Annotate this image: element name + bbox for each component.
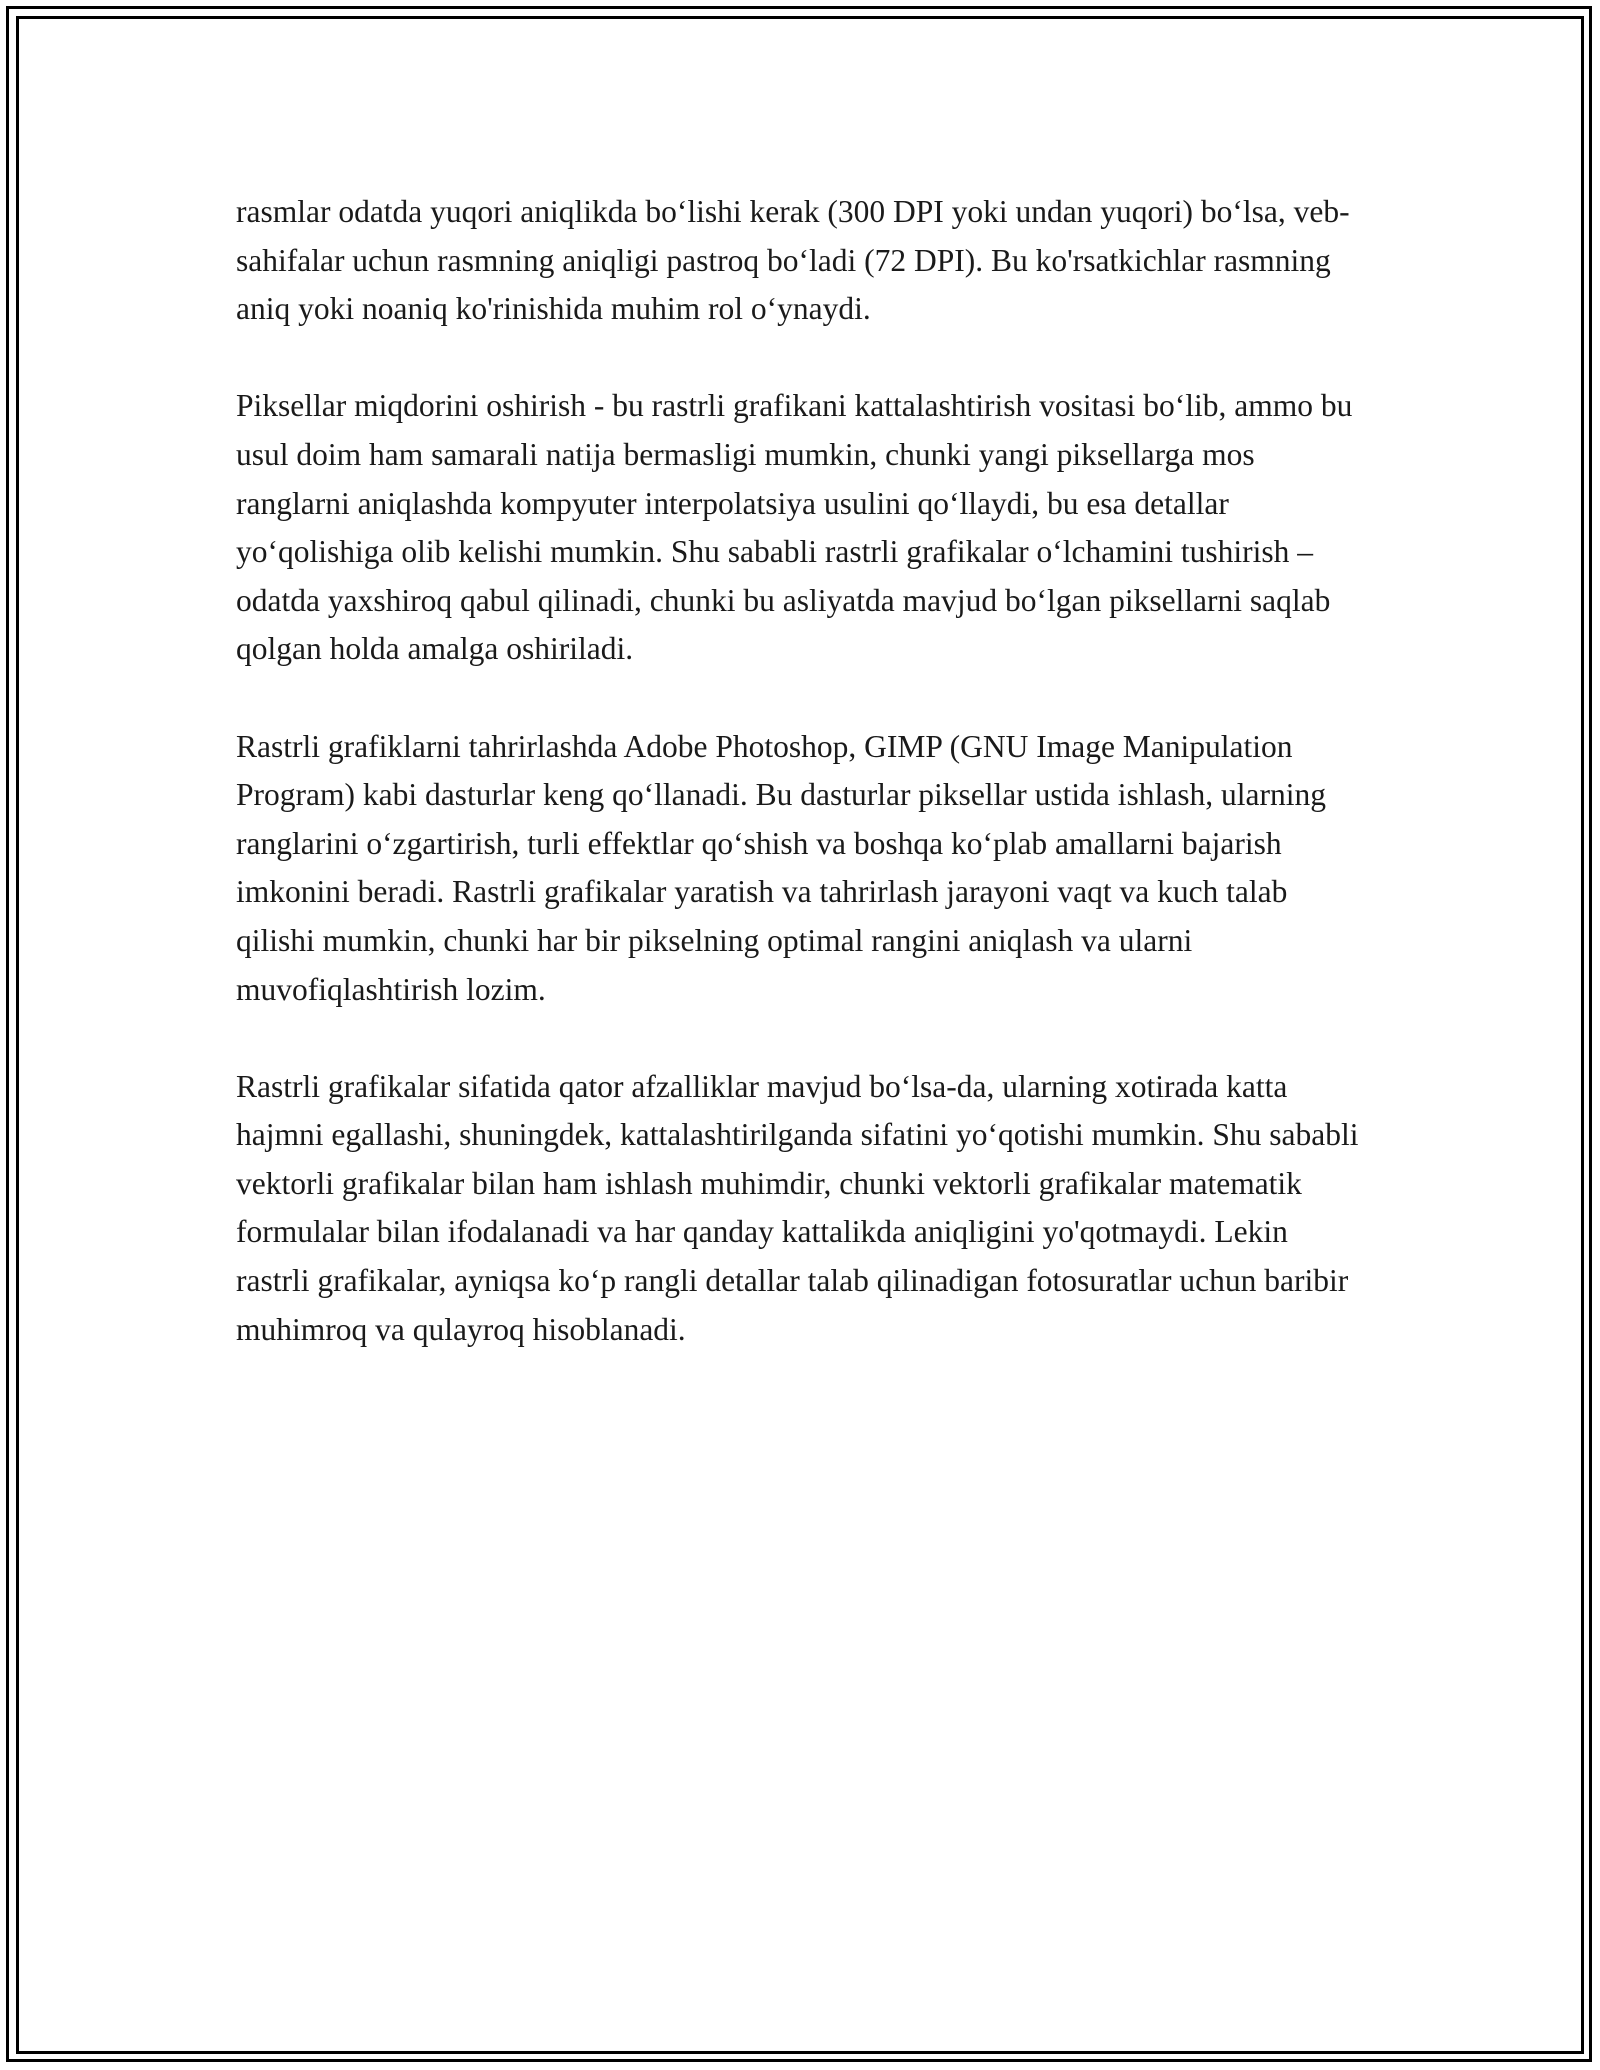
document-body: [236, 188, 1366, 1354]
paragraph-resolution: rasmlar odatda yuqori aniqlikda bo‘lishi kerak (300 DPI yoki undan yuqori) bo‘lsa, veb-sahifalar uchun rasmning aniqligi pastroq bo‘ladi (72 DPI). Bu ko'rsatkichlar rasmning aniq yoki noaniq ko'rinishida muhim rol o‘ynaydi.: [236, 194, 1350, 327]
paragraph-raster-vs-vector: Rastrli grafikalar sifatida qator afzalliklar mavjud bo‘lsa-da, ularning xotirada katta hajmni egallashi, shuningdek, kattalashtirilganda sifatini yo‘qotishi mumkin. Shu sababli vektorli grafikalar bilan ham ishlash muhimdir, chunki vektorli grafikalar matematik formulalar bilan ifodalanadi va har qanday kattalikda aniqligini yo'qotmaydi. Lekin rastrli grafikalar, ayniqsa ko‘p rangli detallar talab qilinadigan fotosuratlar uchun baribir muhimroq va qulayroq hisoblanadi.: [236, 1068, 1359, 1347]
paragraph-pixel-scaling: Piksellar miqdorini oshirish - bu rastrli grafikani kattalashtirish vositasi bo‘lib, ammo bu usul doim ham samarali natija bermasligi mumkin, chunki yangi piksellarga mos ranglarni aniqlashda kompyuter interpolatsiya usulini qo‘llaydi, bu esa detallar yo‘qolishiga olib kelishi mumkin. Shu sababli rastrli grafikalar o‘lchamini tushirish – odatda yaxshiroq qabul qilinadi, chunki bu asliyatda mavjud bo‘lgan piksellarni saqlab qolgan holda amalga oshiriladi.: [236, 388, 1353, 667]
paragraph-editing-software: Rastrli grafiklarni tahrirlashda Adobe Photoshop, GIMP (GNU Image Manipulation Program) kabi dasturlar keng qo‘llanadi. Bu dasturlar piksellar ustida ishlash, ularning ranglarini o‘zgartirish, turli effektlar qo‘shish va boshqa ko‘plab amallarni bajarish imkonini beradi. Rastrli grafikalar yaratish va tahrirlash jarayoni vaqt va kuch talab qilishi mumkin, chunki har bir pikselning optimal rangini aniqlash va ularni muvofiqlashtirish lozim.: [236, 728, 1326, 1007]
